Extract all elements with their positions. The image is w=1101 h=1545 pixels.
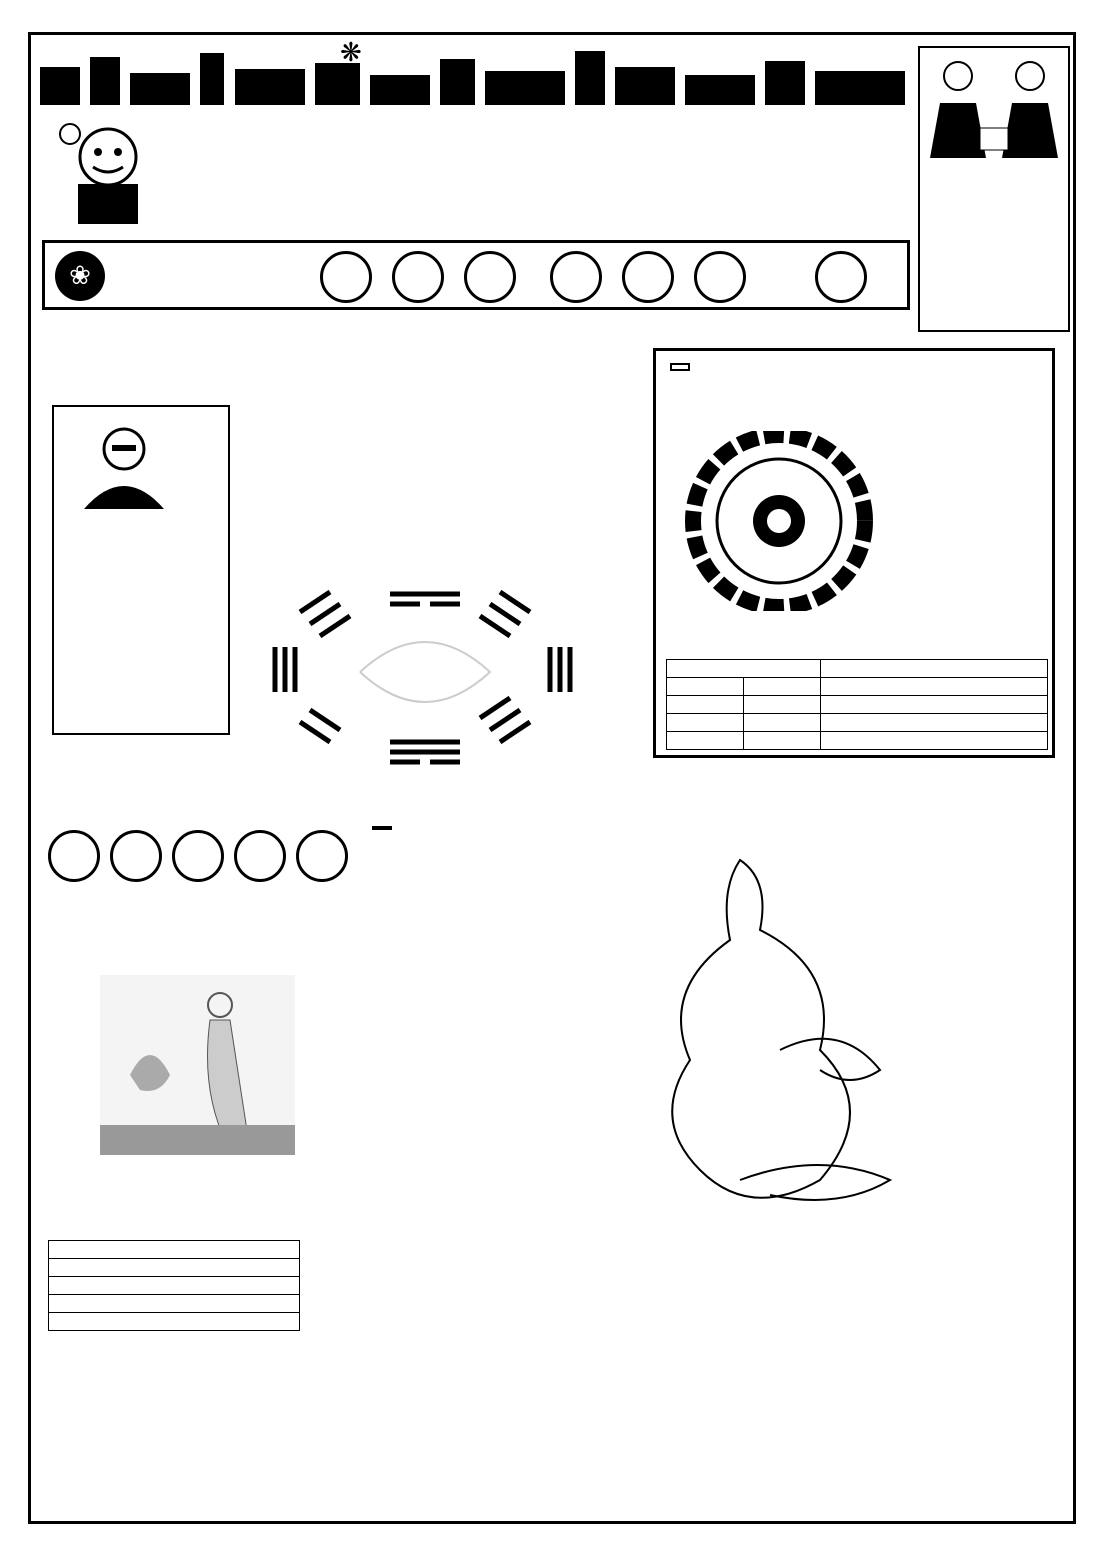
skyline-graphic — [40, 45, 910, 105]
table-head — [667, 660, 821, 678]
wheel-title — [670, 363, 690, 371]
history-table — [48, 1240, 300, 1331]
zeng-photo — [74, 413, 174, 509]
history-title — [49, 1241, 300, 1259]
trigram-lines — [275, 592, 570, 762]
result-ball — [392, 251, 444, 303]
result-ball — [694, 251, 746, 303]
wheel-graphic — [684, 431, 874, 611]
xuanji-picture — [100, 975, 295, 1155]
wheel-table — [666, 659, 1048, 750]
result-ball — [464, 251, 516, 303]
gambler-box — [918, 46, 1070, 332]
history-footer — [49, 1313, 300, 1331]
xuanji-char — [234, 830, 286, 882]
special-ball — [815, 251, 867, 303]
result-ball — [320, 251, 372, 303]
xuanji-char — [110, 830, 162, 882]
xuanji-char — [172, 830, 224, 882]
xuanji-char — [296, 830, 348, 882]
table-row — [667, 678, 1048, 696]
bagua-diagram — [240, 552, 620, 792]
result-ball — [622, 251, 674, 303]
history-footer — [49, 1295, 300, 1313]
number-dot-grid — [310, 1240, 1060, 1520]
table-row — [667, 696, 1048, 714]
table-row — [667, 714, 1048, 732]
xuanji-title — [48, 830, 368, 880]
gourd-illustration — [620, 850, 900, 1210]
wheel-box — [653, 348, 1055, 758]
table-row — [667, 732, 1048, 750]
mascot-image — [48, 112, 168, 232]
flower-logo-icon: ❋ — [340, 38, 362, 68]
draw-results-box — [42, 240, 910, 310]
history-footer — [49, 1259, 300, 1277]
gambler-photo — [920, 48, 1068, 158]
history-footer — [49, 1277, 300, 1295]
lottery-logo-icon: ❀ — [55, 251, 105, 301]
review-title — [372, 826, 392, 830]
xuanji-char — [48, 830, 100, 882]
result-ball — [550, 251, 602, 303]
zeng-notice-box — [52, 405, 230, 735]
